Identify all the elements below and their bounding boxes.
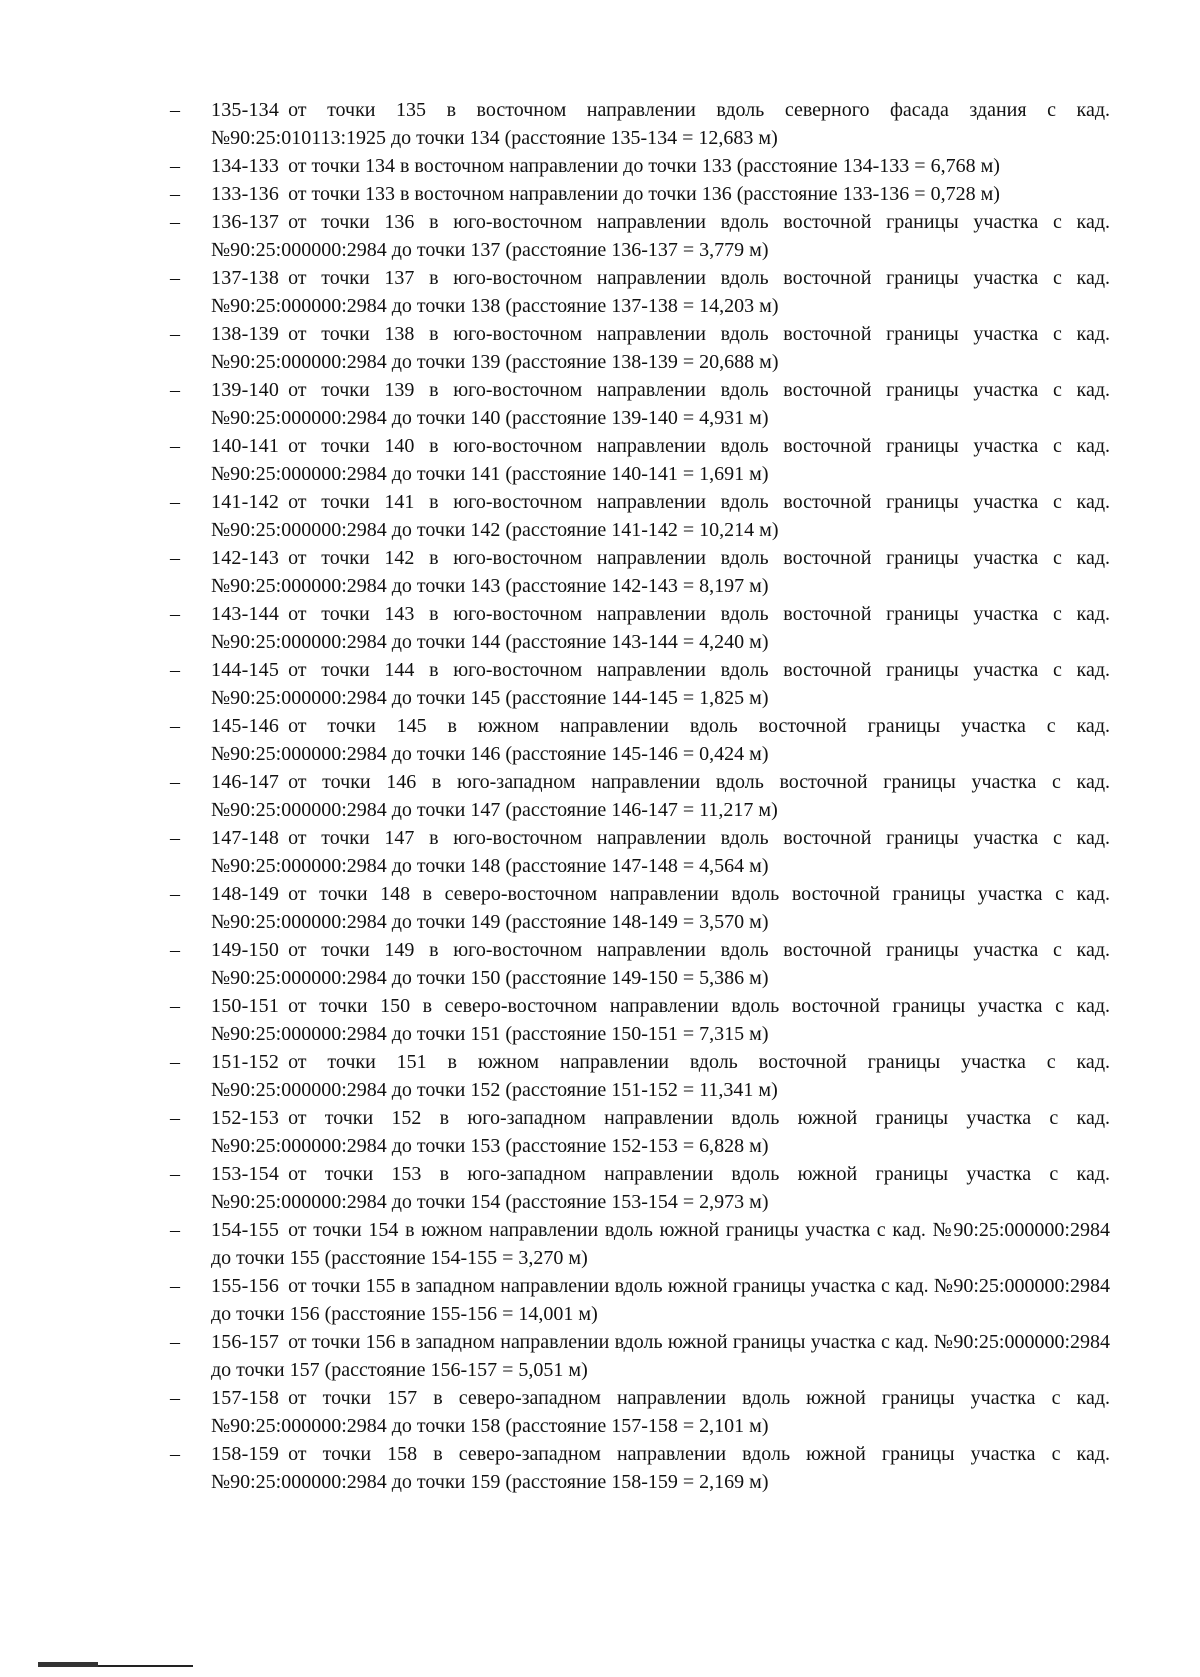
segment-description: от точки 148 в северо-восточном направлении вдоль восточной границы участка с кад. №90:25:000000:2984 до точки 149 (расстояние 148-149 = 3,570 м) <box>211 883 1110 933</box>
list-item <box>170 992 1110 1048</box>
segment-code: 146-147 <box>211 771 280 793</box>
list-item <box>170 600 1110 656</box>
segment-description: от точки 153 в юго-западном направлении вдоль южной границы участка с кад. №90:25:000000:2984 до точки 154 (расстояние 153-154 = 2,973 м) <box>211 1163 1110 1213</box>
list-item <box>170 1104 1110 1160</box>
segment-description: от точки 139 в юго-восточном направлении вдоль восточной границы участка с кад. №90:25:000000:2984 до точки 140 (расстояние 139-140 = 4,931 м) <box>211 379 1110 429</box>
bullet-dash: – <box>170 183 180 205</box>
bullet-dash: – <box>170 211 180 233</box>
bullet-dash: – <box>170 547 180 569</box>
list-item <box>170 320 1110 376</box>
segment-description: от точки 138 в юго-восточном направлении вдоль восточной границы участка с кад. №90:25:000000:2984 до точки 139 (расстояние 138-139 = 20,688 м) <box>211 323 1110 373</box>
list-item <box>170 180 1110 208</box>
list-item <box>170 880 1110 936</box>
bullet-dash: – <box>170 883 180 905</box>
bullet-dash: – <box>170 1387 180 1409</box>
segment-description: от точки 140 в юго-восточном направлении вдоль восточной границы участка с кад. №90:25:000000:2984 до точки 141 (расстояние 140-141 = 1,691 м) <box>211 435 1110 485</box>
list-item <box>170 432 1110 488</box>
list-item <box>170 208 1110 264</box>
bullet-dash: – <box>170 1443 180 1465</box>
bullet-dash: – <box>170 379 180 401</box>
list-item <box>170 656 1110 712</box>
segment-description: от точки 133 в восточном направлении до точки 136 (расстояние 133-136 = 0,728 м) <box>288 183 1000 205</box>
list-item <box>170 96 1110 152</box>
bullet-dash: – <box>170 715 180 737</box>
bullet-dash: – <box>170 1163 180 1185</box>
list-item <box>170 376 1110 432</box>
segment-code: 135-134 <box>211 99 280 121</box>
segment-description: от точки 146 в юго-западном направлении вдоль восточной границы участка с кад. №90:25:000000:2984 до точки 147 (расстояние 146-147 = 11,217 м) <box>211 771 1110 821</box>
segment-description: от точки 136 в юго-восточном направлении вдоль восточной границы участка с кад. №90:25:000000:2984 до точки 137 (расстояние 136-137 = 3,779 м) <box>211 211 1110 261</box>
segment-code: 144-145 <box>211 659 280 681</box>
segment-code: 133-136 <box>211 183 280 205</box>
segment-code: 143-144 <box>211 603 280 625</box>
bullet-dash: – <box>170 771 180 793</box>
bullet-dash: – <box>170 827 180 849</box>
segment-description: от точки 142 в юго-восточном направлении вдоль восточной границы участка с кад. №90:25:000000:2984 до точки 143 (расстояние 142-143 = 8,197 м) <box>211 547 1110 597</box>
bullet-dash: – <box>170 939 180 961</box>
bullet-dash: – <box>170 1051 180 1073</box>
list-item <box>170 1216 1110 1272</box>
list-item <box>170 1272 1110 1328</box>
segment-description: от точки 152 в юго-западном направлении вдоль южной границы участка с кад. №90:25:000000:2984 до точки 153 (расстояние 152-153 = 6,828 м) <box>211 1107 1110 1157</box>
segment-code: 158-159 <box>211 1443 280 1465</box>
segment-description: от точки 158 в северо-западном направлении вдоль южной границы участка с кад. №90:25:000000:2984 до точки 159 (расстояние 158-159 = 2,169 м) <box>211 1443 1110 1493</box>
list-item <box>170 488 1110 544</box>
segment-description: от точки 157 в северо-западном направлении вдоль южной границы участка с кад. №90:25:000000:2984 до точки 158 (расстояние 157-158 = 2,101 м) <box>211 1387 1110 1437</box>
segment-code: 139-140 <box>211 379 280 401</box>
segment-code: 156-157 <box>211 1331 280 1353</box>
segment-code: 153-154 <box>211 1163 280 1185</box>
segment-description: от точки 147 в юго-восточном направлении вдоль восточной границы участка с кад. №90:25:000000:2984 до точки 148 (расстояние 147-148 = 4,564 м) <box>211 827 1110 877</box>
segment-description: от точки 144 в юго-восточном направлении вдоль восточной границы участка с кад. №90:25:000000:2984 до точки 145 (расстояние 144-145 = 1,825 м) <box>211 659 1110 709</box>
bullet-dash: – <box>170 1275 180 1297</box>
list-item <box>170 544 1110 600</box>
segment-description: от точки 156 в западном направлении вдоль южной границы участка с кад. №90:25:000000:2984 до точки 157 (расстояние 156-157 = 5,051 м) <box>211 1331 1110 1381</box>
bullet-dash: – <box>170 267 180 289</box>
segment-code: 147-148 <box>211 827 280 849</box>
segment-code: 137-138 <box>211 267 280 289</box>
bullet-dash: – <box>170 1331 180 1353</box>
segment-code: 157-158 <box>211 1387 280 1409</box>
list-item <box>170 1440 1110 1496</box>
list-item <box>170 264 1110 320</box>
segment-description: от точки 149 в юго-восточном направлении вдоль восточной границы участка с кад. №90:25:000000:2984 до точки 150 (расстояние 149-150 = 5,386 м) <box>211 939 1110 989</box>
segment-description: от точки 137 в юго-восточном направлении вдоль восточной границы участка с кад. №90:25:000000:2984 до точки 138 (расстояние 137-138 = 14,203 м) <box>211 267 1110 317</box>
segment-code: 140-141 <box>211 435 280 457</box>
list-item <box>170 1160 1110 1216</box>
segment-code: 142-143 <box>211 547 280 569</box>
segment-code: 149-150 <box>211 939 280 961</box>
segment-description: от точки 154 в южном направлении вдоль южной границы участка с кад. №90:25:000000:2984 до точки 155 (расстояние 154-155 = 3,270 м) <box>211 1219 1110 1269</box>
bullet-dash: – <box>170 491 180 513</box>
footer-mark <box>38 1662 98 1667</box>
segment-description: от точки 145 в южном направлении вдоль восточной границы участка с кад. №90:25:000000:2984 до точки 146 (расстояние 145-146 = 0,424 м) <box>211 715 1110 765</box>
bullet-dash: – <box>170 155 180 177</box>
list-item <box>170 936 1110 992</box>
segment-code: 155-156 <box>211 1275 280 1297</box>
segment-code: 136-137 <box>211 211 280 233</box>
list-item <box>170 768 1110 824</box>
segment-description: от точки 143 в юго-восточном направлении вдоль восточной границы участка с кад. №90:25:000000:2984 до точки 144 (расстояние 143-144 = 4,240 м) <box>211 603 1110 653</box>
segment-description: от точки 155 в западном направлении вдоль южной границы участка с кад. №90:25:000000:2984 до точки 156 (расстояние 155-156 = 14,001 м) <box>211 1275 1110 1325</box>
segment-code: 141-142 <box>211 491 280 513</box>
segment-code: 134-133 <box>211 155 280 177</box>
bullet-dash: – <box>170 323 180 345</box>
segment-code: 154-155 <box>211 1219 280 1241</box>
segment-code: 151-152 <box>211 1051 280 1073</box>
segment-description: от точки 150 в северо-восточном направлении вдоль восточной границы участка с кад. №90:25:000000:2984 до точки 151 (расстояние 150-151 = 7,315 м) <box>211 995 1110 1045</box>
list-item <box>170 1048 1110 1104</box>
list-item <box>170 152 1110 180</box>
bullet-dash: – <box>170 603 180 625</box>
bullet-dash: – <box>170 1219 180 1241</box>
segment-code: 148-149 <box>211 883 280 905</box>
segment-code: 152-153 <box>211 1107 280 1129</box>
segment-code: 150-151 <box>211 995 280 1017</box>
segment-description: от точки 141 в юго-восточном направлении вдоль восточной границы участка с кад. №90:25:000000:2984 до точки 142 (расстояние 141-142 = 10,214 м) <box>211 491 1110 541</box>
segment-description: от точки 134 в восточном направлении до точки 133 (расстояние 134-133 = 6,768 м) <box>288 155 1000 177</box>
bullet-dash: – <box>170 435 180 457</box>
boundary-segment-list <box>170 96 1110 1496</box>
list-item <box>170 824 1110 880</box>
bullet-dash: – <box>170 99 180 121</box>
segment-code: 145-146 <box>211 715 280 737</box>
list-item <box>170 1328 1110 1384</box>
bullet-dash: – <box>170 995 180 1017</box>
list-item <box>170 712 1110 768</box>
bullet-dash: – <box>170 659 180 681</box>
bullet-dash: – <box>170 1107 180 1129</box>
list-item <box>170 1384 1110 1440</box>
segment-description: от точки 151 в южном направлении вдоль восточной границы участка с кад. №90:25:000000:2984 до точки 152 (расстояние 151-152 = 11,341 м) <box>211 1051 1110 1101</box>
segment-code: 138-139 <box>211 323 280 345</box>
segment-description: от точки 135 в восточном направлении вдоль северного фасада здания с кад. №90:25:010113:1925 до точки 134 (расстояние 135-134 = 12,683 м) <box>211 99 1110 149</box>
